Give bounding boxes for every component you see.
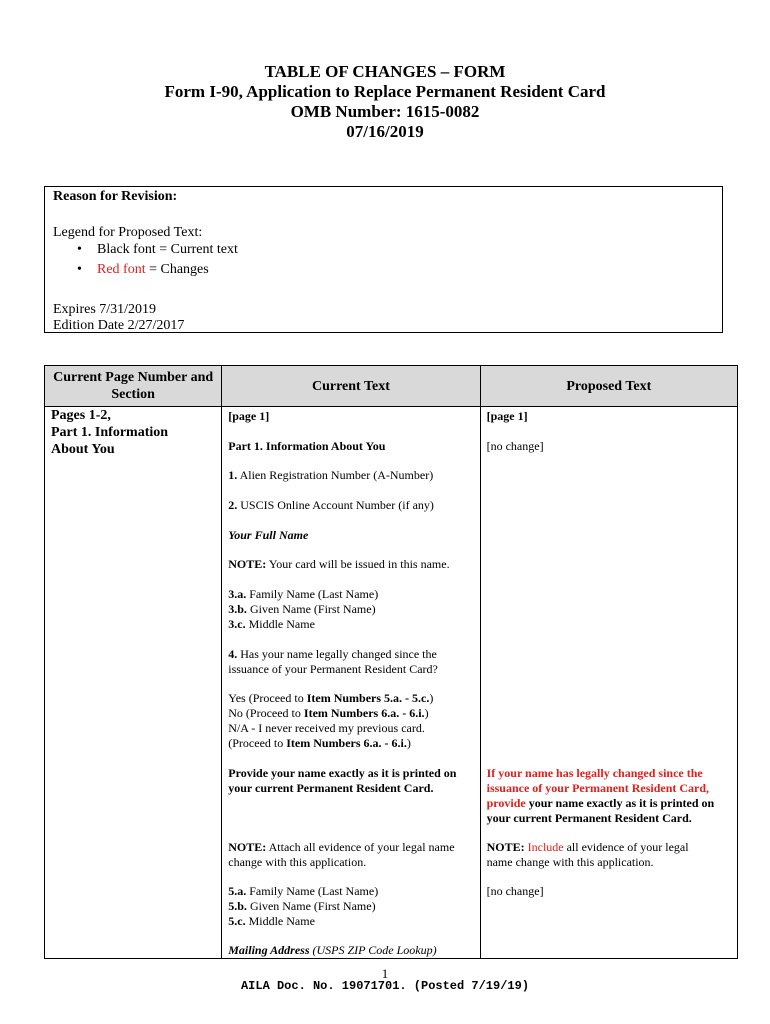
- proposed-text-cell: [480, 407, 737, 959]
- section-cell: [45, 407, 222, 959]
- current-note: [228, 557, 475, 572]
- bullet-icon: •: [77, 242, 82, 257]
- column-header-current: Current Text: [222, 366, 480, 407]
- current-item-3c: [228, 617, 475, 632]
- item-number: 3.c.: [228, 617, 246, 631]
- legend-red-text: Red font: [97, 262, 146, 277]
- item-number: 5.a.: [228, 884, 247, 898]
- item-number: 1.: [228, 468, 238, 482]
- section-line: Part 1. Information: [51, 425, 169, 440]
- current-note-2: [228, 840, 475, 870]
- current-item-4: [228, 647, 475, 677]
- option-na-proceed: [228, 736, 475, 751]
- item-number: 2.: [228, 498, 238, 512]
- note-label: NOTE:: [486, 840, 525, 854]
- current-item-5b: [228, 899, 475, 914]
- proposed-page-ref: [page 1]: [486, 409, 528, 423]
- mailing-heading: Mailing Address: [228, 943, 310, 957]
- legend-red-rest: = Changes: [145, 262, 209, 277]
- proposed-no-change-2: [no change]: [486, 884, 544, 898]
- red-change-text: issuance of your Permanent Resident Card,: [486, 781, 710, 795]
- option-no: [228, 706, 475, 721]
- page-number: 1: [381, 966, 389, 981]
- current-item-1: [228, 468, 475, 483]
- item-text: Middle Name: [245, 914, 315, 928]
- current-text-cell: [222, 407, 480, 959]
- note-text: name change with this application.: [486, 855, 654, 869]
- item-text: Middle Name: [245, 617, 315, 631]
- reason-for-revision-box: [44, 186, 723, 333]
- table-header-row: [45, 366, 738, 407]
- provide-line: Provide your name exactly as it is printed on: [228, 766, 457, 780]
- option-na: N/A - I never received my previous card.: [228, 721, 425, 735]
- option-text: ): [406, 736, 411, 750]
- item-number: 5.b.: [228, 899, 247, 913]
- current-item-5c: [228, 914, 475, 929]
- header-omb-number: OMB Number: 1615-0082: [290, 102, 480, 121]
- legend-title: Legend for Proposed Text:: [53, 225, 203, 240]
- note-label: NOTE:: [228, 557, 267, 571]
- option-text: Yes (Proceed to: [228, 691, 307, 705]
- current-item-2: [228, 498, 475, 513]
- reason-title: Reason for Revision:: [53, 189, 178, 204]
- item-number: 4.: [228, 647, 238, 661]
- proposed-no-change: [no change]: [486, 439, 544, 453]
- header-title: TABLE OF CHANGES – FORM: [264, 62, 506, 81]
- proposed-text: your name exactly as it is printed on: [525, 796, 715, 810]
- item-text: Given Name (First Name): [246, 602, 376, 616]
- red-change-text: If your name has legally changed since the: [486, 766, 703, 780]
- option-text: ): [429, 691, 434, 705]
- note-text: change with this application.: [228, 855, 367, 869]
- column-header-proposed: Proposed Text: [480, 366, 737, 407]
- note-label: NOTE:: [228, 840, 267, 854]
- legend-black-text: Black font = Current text: [97, 242, 238, 257]
- item-text: issuance of your Permanent Resident Card?: [228, 662, 438, 676]
- note-text: Your card will be issued in this name.: [266, 557, 450, 571]
- current-page-ref: [page 1]: [228, 409, 270, 423]
- current-item-3a: [228, 587, 475, 602]
- option-text: No (Proceed to: [228, 706, 304, 720]
- proposed-name-change-text: [487, 766, 733, 826]
- red-change-text: Include: [524, 840, 564, 854]
- table-row: [45, 407, 738, 959]
- item-text: USCIS Online Account Number (if any): [237, 498, 434, 512]
- header-form-name: Form I-90, Application to Replace Permanent Resident Card: [164, 82, 606, 101]
- red-change-text: provide: [486, 796, 526, 810]
- item-number: 5.c.: [228, 914, 246, 928]
- item-text: Given Name (First Name): [246, 899, 376, 913]
- option-text: ): [424, 706, 429, 720]
- proposed-note: [487, 840, 733, 870]
- current-full-name-heading: Your Full Name: [228, 528, 309, 542]
- option-text: (Proceed to: [228, 736, 287, 750]
- document-header: [0, 62, 770, 142]
- column-header-section: Current Page Number and Section: [45, 366, 222, 407]
- expires-date: Expires 7/31/2019: [53, 302, 157, 317]
- note-text: all evidence of your legal: [563, 840, 689, 854]
- current-provide-text: [228, 766, 475, 796]
- current-mailing-address: [228, 943, 475, 958]
- current-item-4-options: [228, 691, 475, 751]
- section-line: About You: [51, 442, 115, 457]
- current-item-3b: [228, 602, 475, 617]
- proposed-text: your current Permanent Resident Card.: [486, 811, 692, 825]
- item-text: Has your name legally changed since the: [237, 647, 437, 661]
- changes-table: [44, 365, 738, 959]
- option-ref: Item Numbers 6.a. - 6.i.: [303, 706, 425, 720]
- item-text: Alien Registration Number (A-Number): [237, 468, 434, 482]
- legend-item-black: [77, 242, 238, 258]
- mailing-link-text: (USPS ZIP Code Lookup): [309, 943, 437, 957]
- item-text: Family Name (Last Name): [246, 884, 379, 898]
- edition-date: Edition Date 2/27/2017: [53, 318, 185, 333]
- footer-doc-id: AILA Doc. No. 19071701. (Posted 7/19/19): [240, 979, 530, 993]
- header-date: 07/16/2019: [346, 122, 424, 141]
- section-line: Pages 1-2,: [51, 408, 111, 423]
- legend-item-red: [77, 262, 209, 278]
- item-number: 3.a.: [228, 587, 247, 601]
- bullet-icon: •: [77, 262, 82, 277]
- current-item-5a: [228, 884, 475, 899]
- provide-line: your current Permanent Resident Card.: [228, 781, 434, 795]
- note-text: Attach all evidence of your legal name: [266, 840, 455, 854]
- option-yes: [228, 691, 475, 706]
- option-ref: Item Numbers 5.a. - 5.c.: [306, 691, 430, 705]
- current-part1-heading: Part 1. Information About You: [228, 439, 386, 453]
- item-number: 3.b.: [228, 602, 247, 616]
- option-ref: Item Numbers 6.a. - 6.i.: [286, 736, 407, 750]
- item-text: Family Name (Last Name): [246, 587, 379, 601]
